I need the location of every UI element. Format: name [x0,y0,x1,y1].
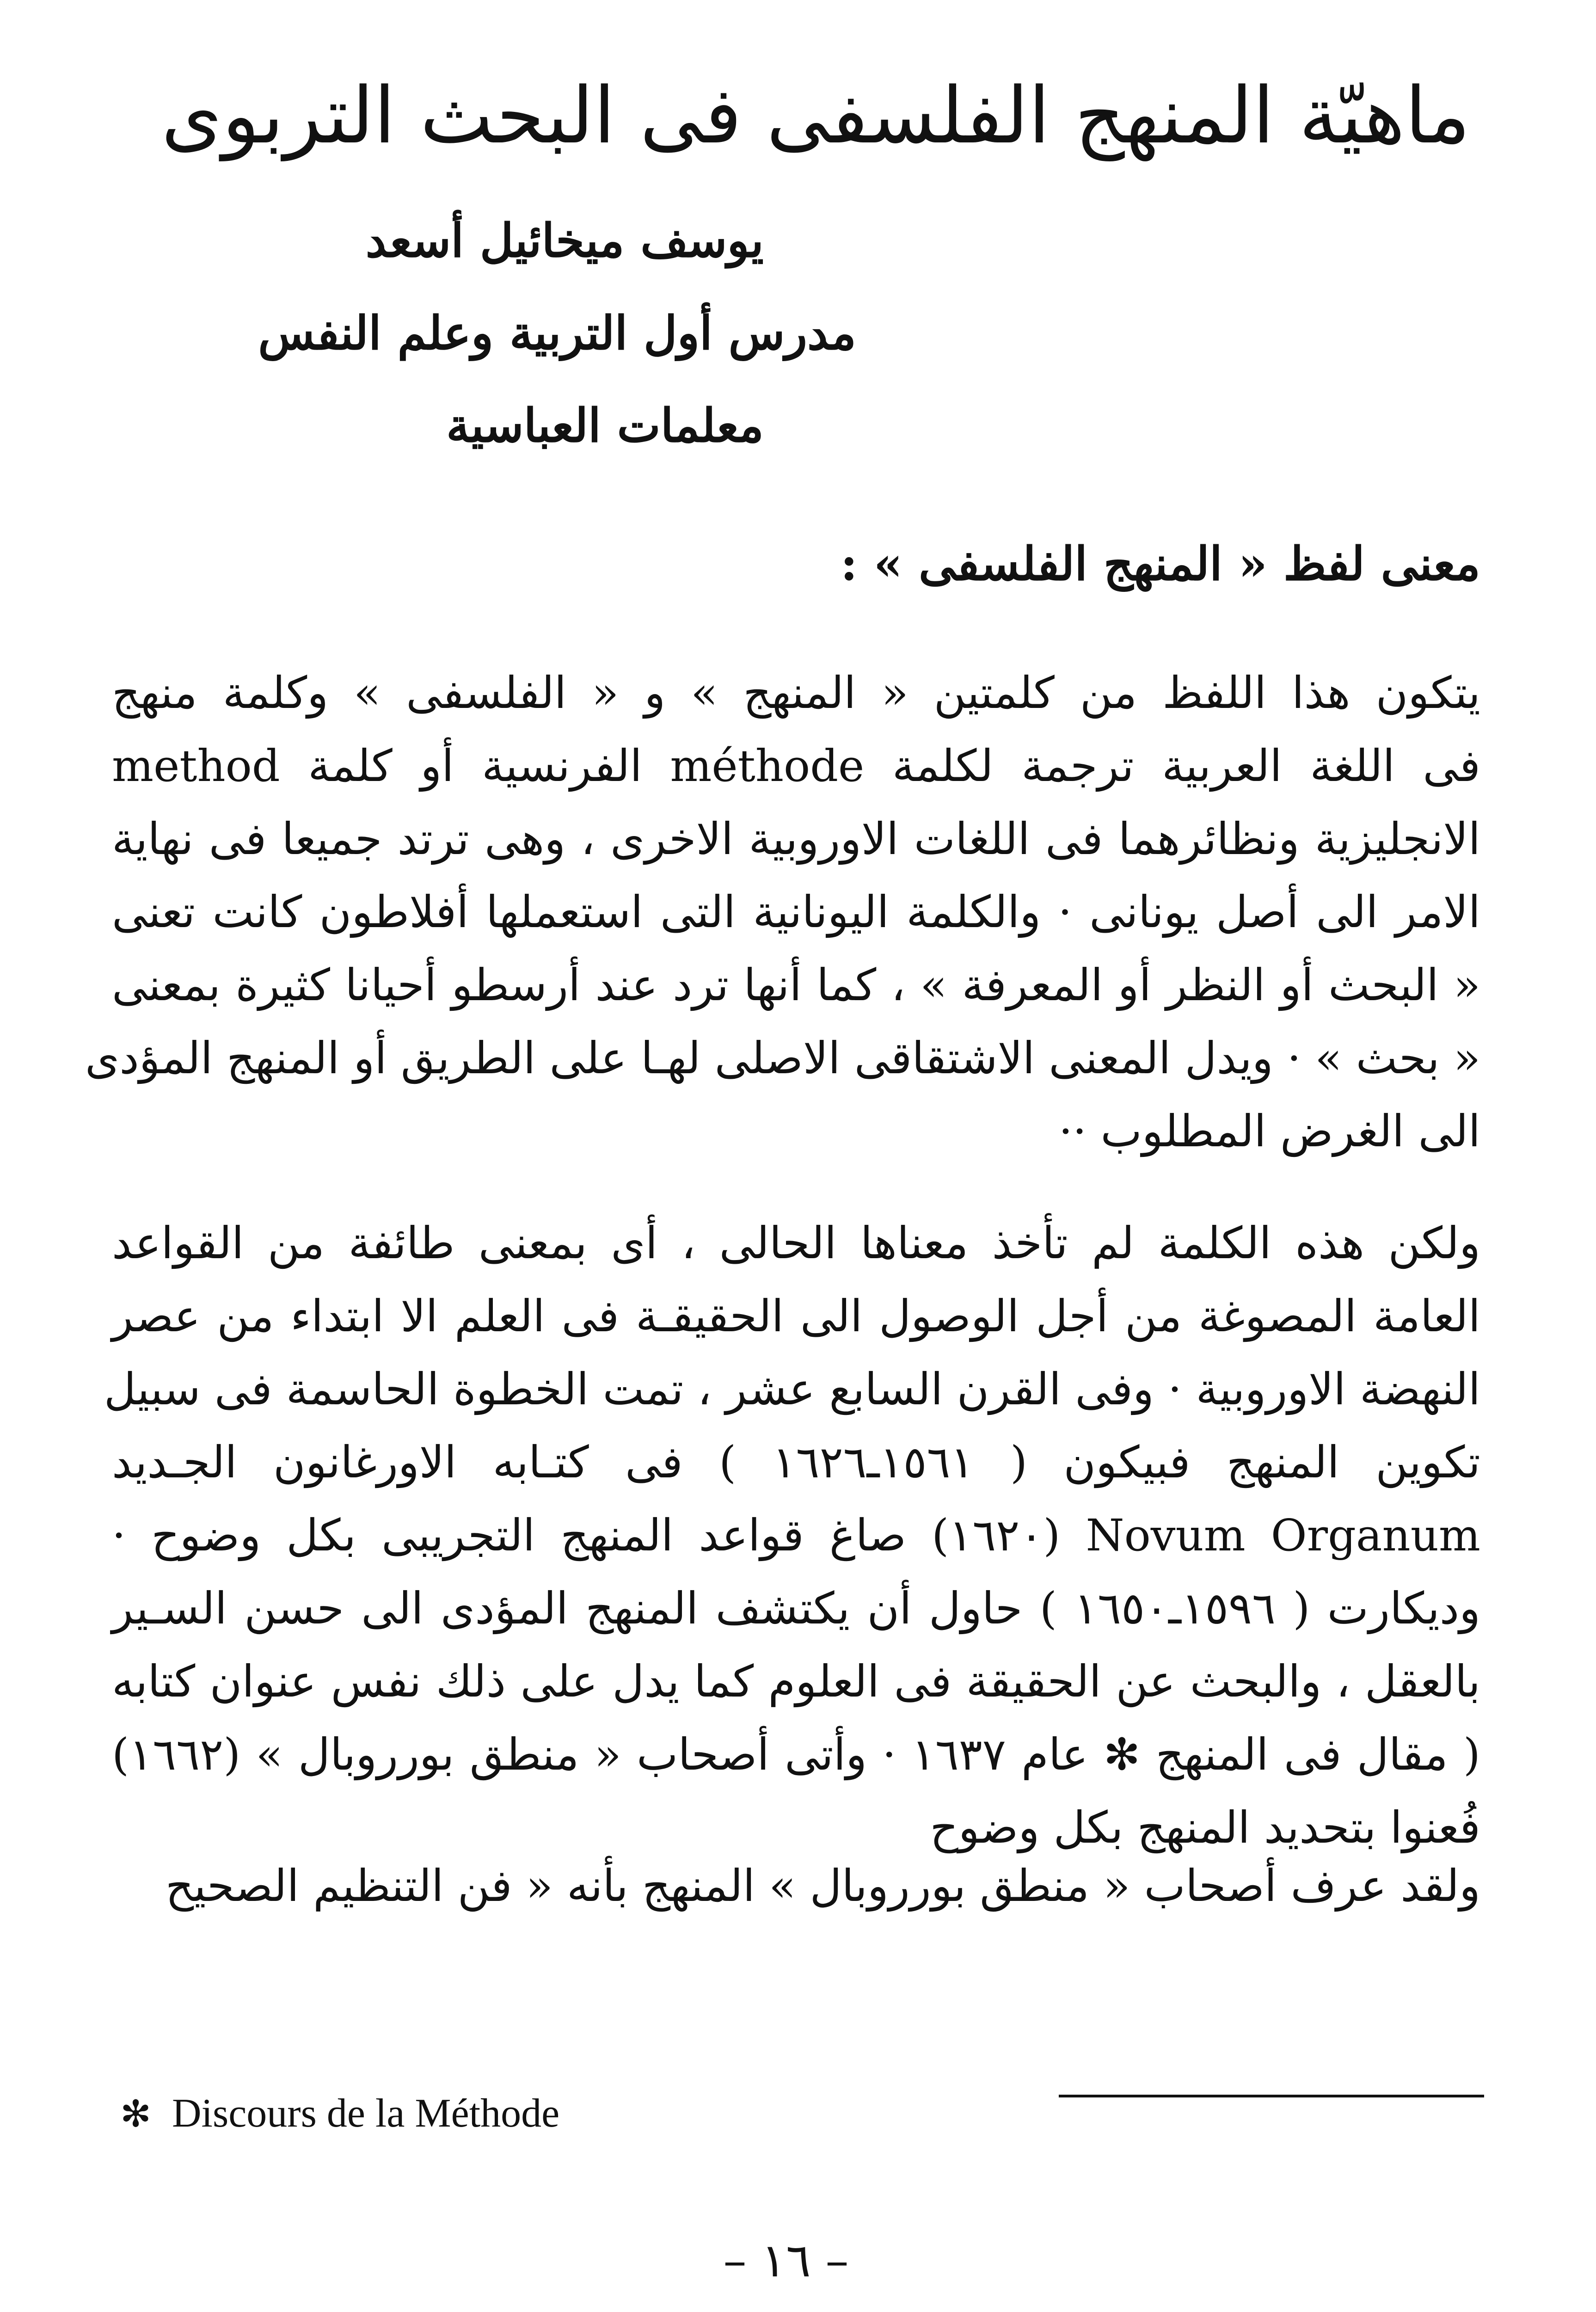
paragraph-line: ولكن هذه الكلمة لم تأخذ معناها الحالى ، أى بمعنى طائفة من القواعد [112,1218,1480,1269]
page-number: – ١٦ – [723,2233,849,2287]
paragraph-line: الانجليزية ونظائرهما فى اللغات الاوروبية الاخرى ، وهى ترتد جميعا فى نهاية [112,814,1480,865]
paragraph-line: تكوين المنهج فبيكون ( ١٥٦١ـ١٦٢٦ ) فى كتـابه الاورغانون الجـديد [112,1437,1480,1488]
footnote [120,2090,559,2137]
paragraph-line: الى الغرض المطلوب ·· [1058,1106,1480,1157]
paragraph-line: « بحث » · ويدل المعنى الاشتقاقى الاصلى لهـا على الطريق أو المنهج المؤدى [85,1033,1480,1084]
paragraph-line: Novum Organum (١٦٢٠) صاغ قواعد المنهج التجريبى بكل وضوح · [112,1510,1480,1561]
paragraph-2 [104,1207,1480,1864]
paragraph-line: ( مقال فى المنهج ✻ عام ١٦٣٧ · وأتى أصحاب « منطق بورروبال » (١٦٦٢) [112,1729,1480,1780]
page-title: ماهيّة المنهج الفلسفى فى البحث التربوى [161,70,1470,161]
paragraph-line: يتكون هذا اللفظ من كلمتين « المنهج » و « الفلسفى » وكلمة منهج [112,668,1480,719]
paragraph-line: « البحث أو النظر أو المعرفة » ، كما أنها ترد عند أرسطو أحيانا كثيرة بمعنى [112,960,1480,1011]
paragraph-line: وديكارت ( ١٥٩٦ـ١٦٥٠ ) حاول أن يكتشف المنهج المؤدى الى حسن السـير [112,1583,1480,1634]
paragraph-line: بالعقل ، والبحث عن الحقيقة فى العلوم كما يدل على ذلك نفس عنوان كتابه [112,1656,1480,1707]
paragraph-line: فى اللغة العربية ترجمة لكلمة méthode الفرنسية أو كلمة method [112,741,1480,792]
paragraph-line: العامة المصوغة من أجل الوصول الى الحقيقـة فى العلم الا ابتداء من عصر [112,1291,1480,1342]
paragraph-line: النهضة الاوروبية · وفى القرن السابع عشر ، تمت الخطوة الحاسمة فى سبيل [104,1364,1480,1415]
paragraph-line: ولقد عرف أصحاب « منطق بورروبال » المنهج بأنه « فن التنظيم الصحيح [165,1861,1480,1912]
section-heading: معنى لفظ « المنهج الفلسفى » : [840,536,1480,591]
footnote-divider [1059,2095,1484,2097]
footnote-marker: ✻ [120,2092,152,2135]
paragraph-line: فُعنوا بتحديد المنهج بكل وضوح [930,1802,1480,1853]
author-institution: معلمات العباسية [446,398,764,453]
paragraph-3 [112,1850,1480,1923]
author-position: مدرس أول التربية وعلم النفس [258,306,856,360]
paragraph-1 [85,657,1480,1168]
author-name: يوسف ميخائيل أسعد [365,213,764,268]
paragraph-line: الامر الى أصل يونانى · والكلمة اليونانية التى استعملها أفلاطون كانت تعنى [112,887,1480,938]
footnote-text: Discours de la Méthode [172,2091,560,2136]
